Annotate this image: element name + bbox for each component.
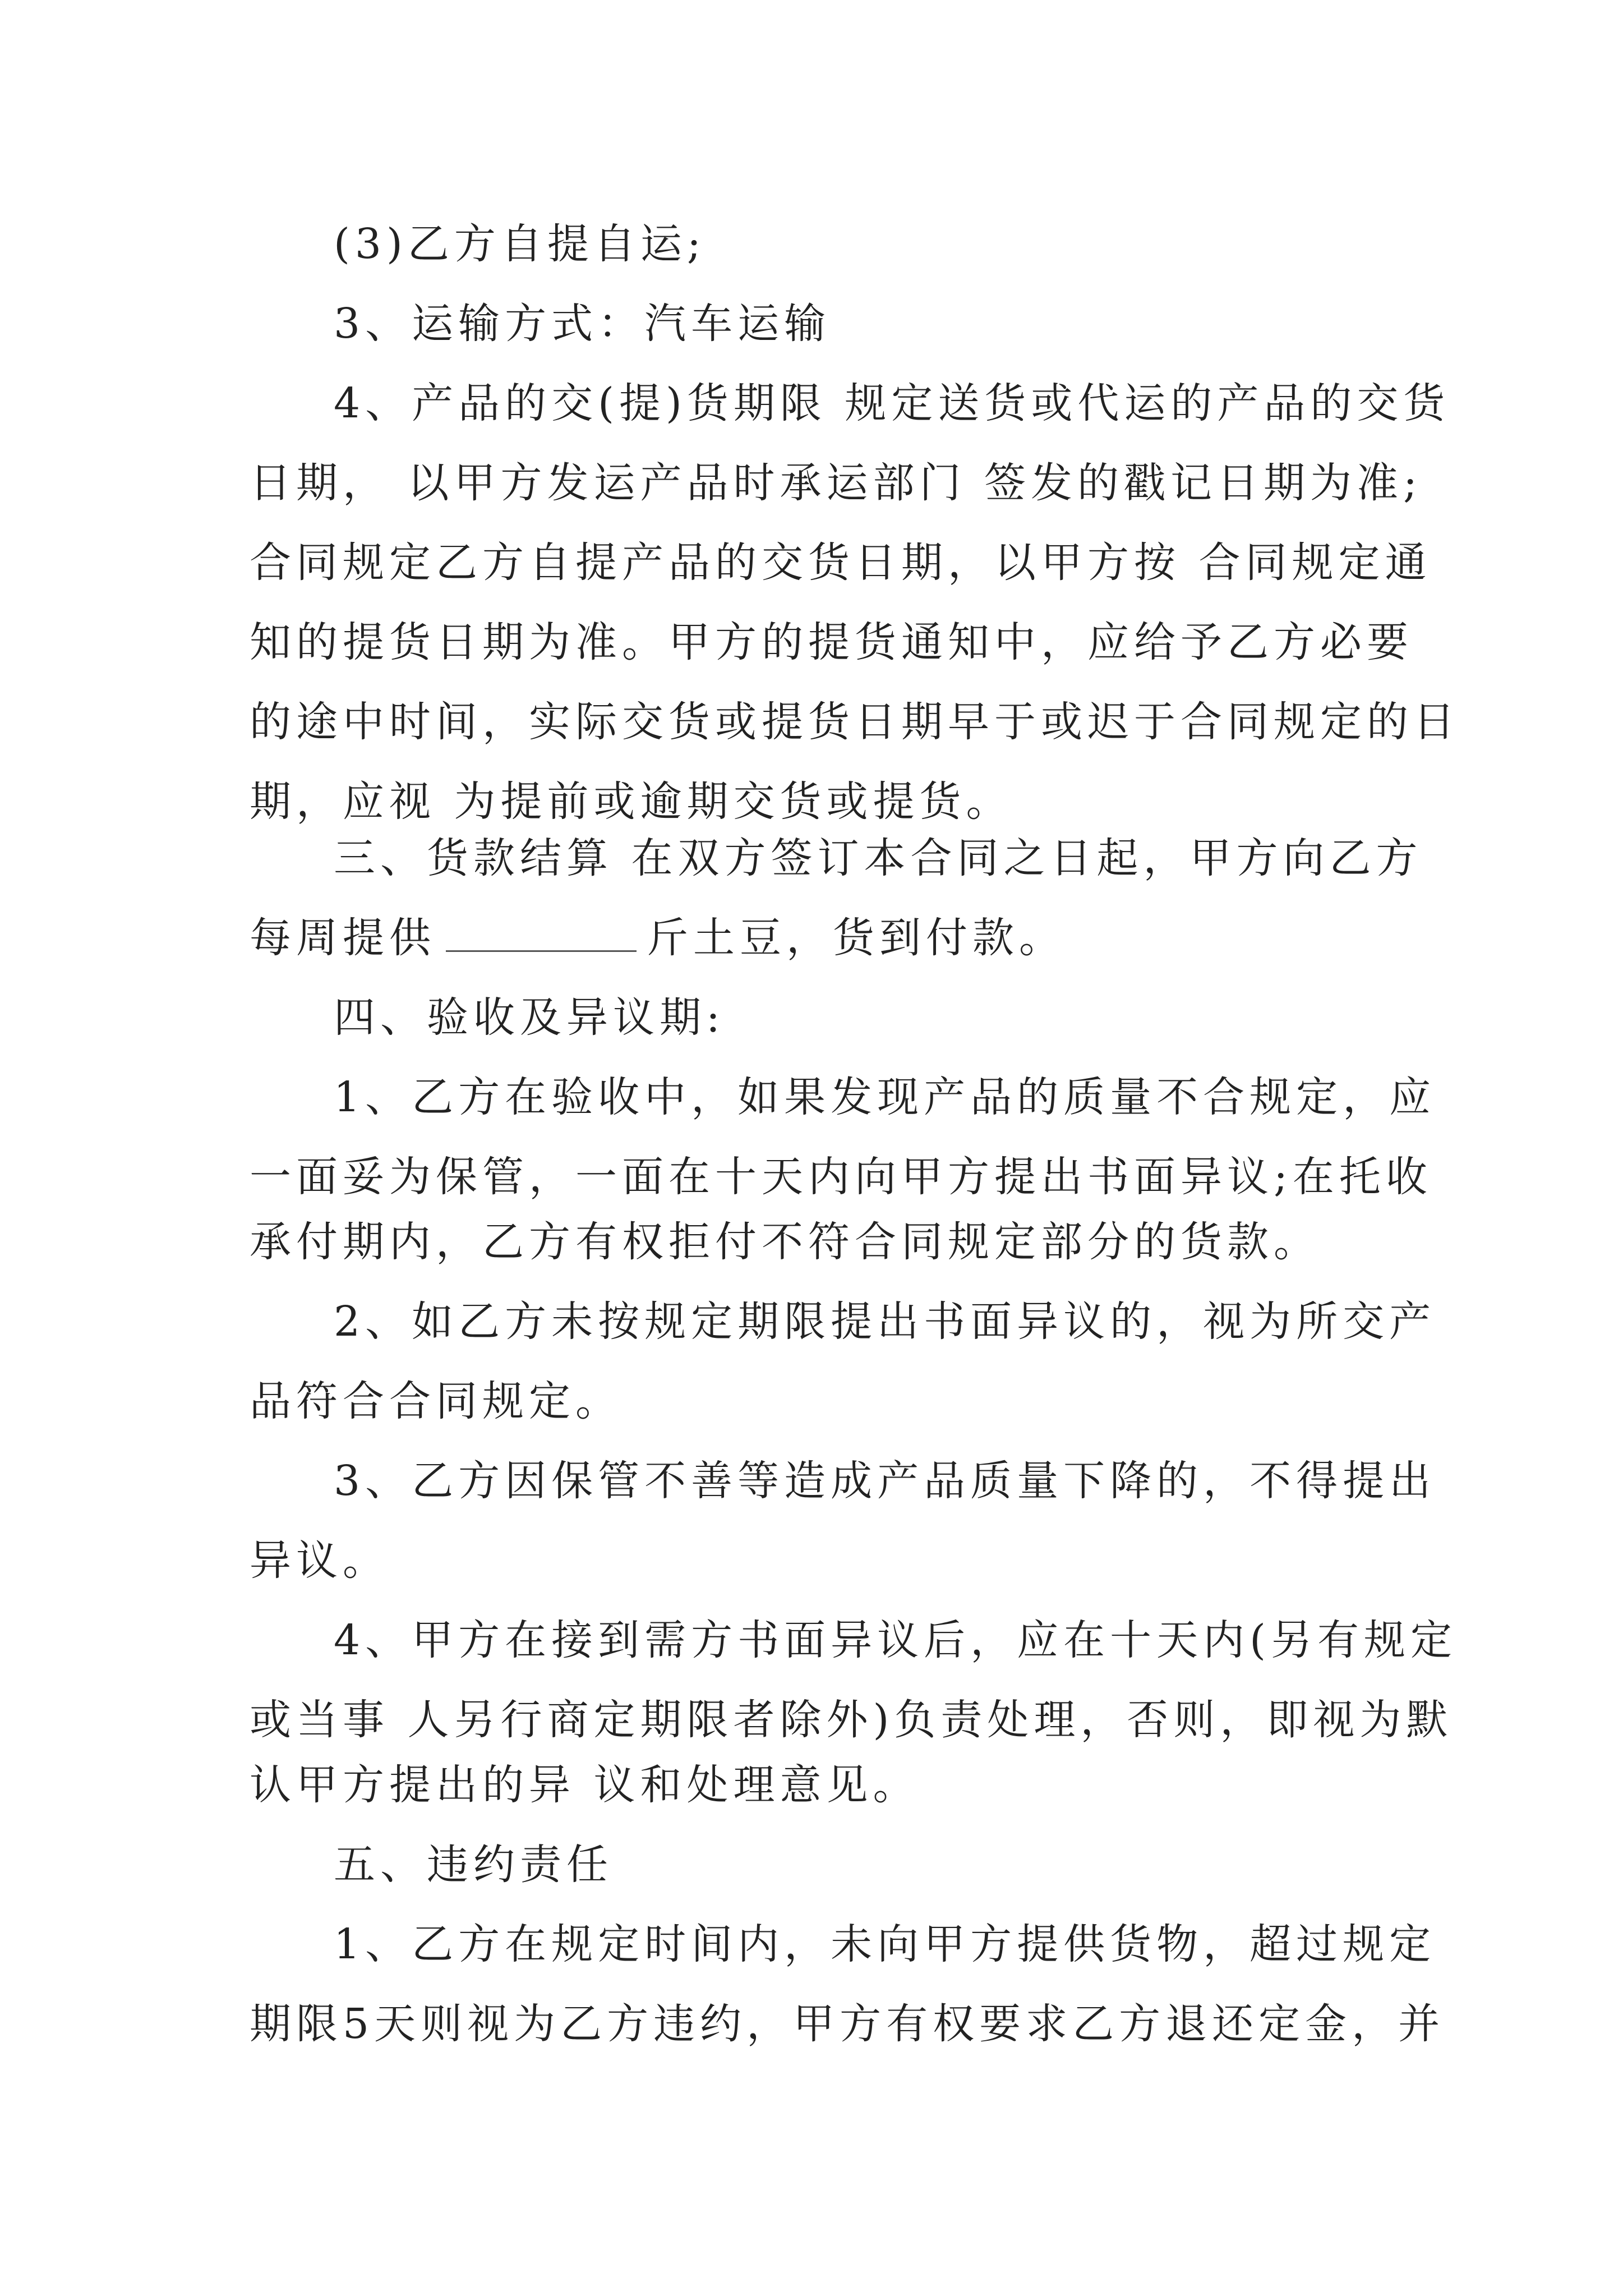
text-line: (3)乙方自提自运; xyxy=(334,220,706,268)
text-line: 五、违约责任 xyxy=(334,1841,613,1889)
text-line: 2、如乙方未按规定期限提出书面异议的，视为所交产 xyxy=(334,1297,1436,1346)
text-line: 承付期内，乙方有权拒付不符合同规定部分的货款。 xyxy=(250,1218,1320,1266)
text-line: 3、乙方因保管不善等造成产品质量下降的，不得提出 xyxy=(334,1457,1436,1505)
text-line: 一面妥为保管，一面在十天内向甲方提出书面异议;在托收 xyxy=(250,1153,1432,1201)
text-line: 1、乙方在规定时间内，未向甲方提供货物，超过规定 xyxy=(334,1920,1436,1968)
text-line: 日期， 以甲方发运产品时承运部门 签发的戳记日期为准; xyxy=(250,459,1422,507)
text-line: 知的提货日期为准。甲方的提货通知中，应给予乙方必要 xyxy=(250,618,1413,666)
text-fragment: 每周提供 xyxy=(250,914,436,962)
text-line: 异议。 xyxy=(250,1536,389,1585)
text-line: 期限5天则视为乙方违约，甲方有权要求乙方退还定金，并 xyxy=(250,2000,1445,2048)
text-line: 合同规定乙方自提产品的交货日期，以甲方按 合同规定通 xyxy=(250,539,1432,587)
text-line: 或当事 人另行商定期限者除外)负责处理，否则，即视为默 xyxy=(250,1696,1453,1744)
text-line: 1、乙方在验收中，如果发现产品的质量不合规定，应 xyxy=(334,1073,1436,1121)
text-line xyxy=(250,910,1066,966)
text-line: 认甲方提出的异 议和处理意见。 xyxy=(250,1761,920,1809)
text-line: 的途中时间，实际交货或提货日期早于或迟于合同规定的日 xyxy=(250,698,1460,746)
text-line: 品符合合同规定。 xyxy=(250,1377,622,1425)
text-line: 3、运输方式：汽车运输 xyxy=(334,300,831,348)
text-fragment: 斤土豆，货到付款。 xyxy=(647,914,1066,962)
fill-in-blank xyxy=(446,919,637,952)
text-line: 三、货款结算 在双方签订本合同之日起，甲方向乙方 xyxy=(334,834,1423,882)
text-line: 四、验收及异议期: xyxy=(334,993,725,1042)
text-line: 4、甲方在接到需方书面异议后，应在十天内(另有规定 xyxy=(334,1616,1457,1664)
text-line: 期，应视 为提前或逾期交货或提货。 xyxy=(250,777,1013,826)
text-line: 4、产品的交(提)货期限 规定送货或代运的产品的交货 xyxy=(334,379,1450,427)
